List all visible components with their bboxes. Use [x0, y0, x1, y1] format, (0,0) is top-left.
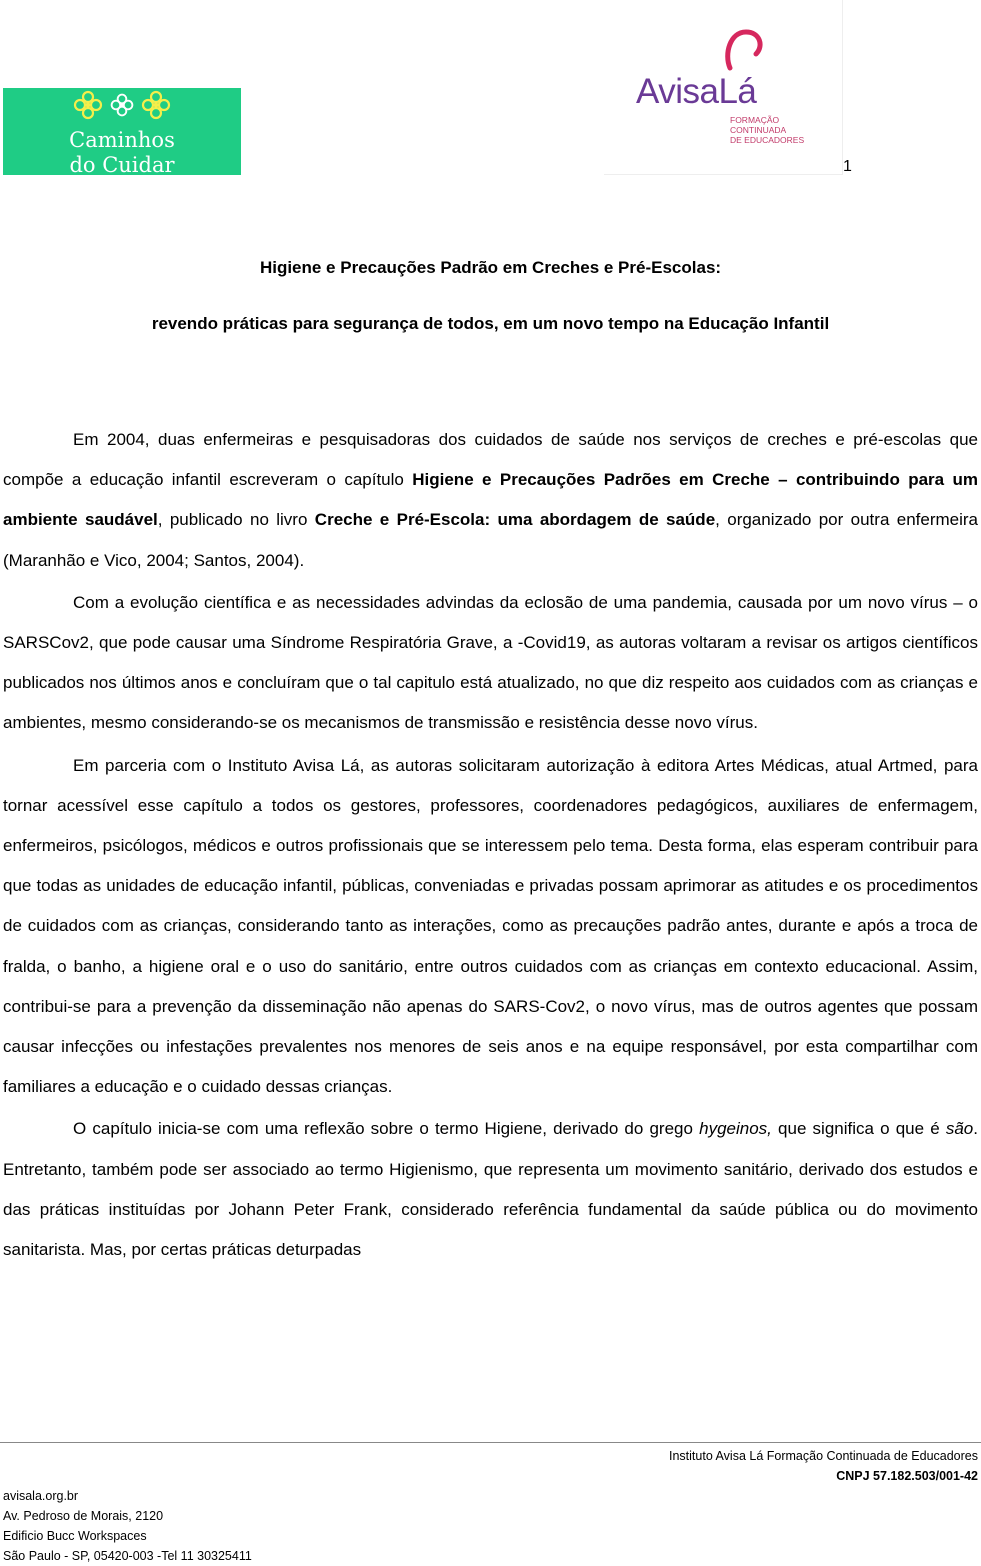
document-body: [3, 420, 978, 1270]
page-number: 1: [843, 158, 852, 175]
footer-address: Edificio Bucc Workspaces: [3, 1529, 147, 1543]
tagline-line: FORMAÇÃO: [730, 115, 780, 125]
document-subtitle: revendo práticas para segurança de todos, em um novo tempo na Educação Infantil: [151, 314, 830, 333]
caminhos-do-cuidar-logo: [3, 88, 241, 175]
text-run: que significa o que é: [771, 1119, 946, 1139]
avisala-arc-icon: [722, 26, 768, 78]
chapter-title: Higiene e Precauções Padrões em Creche – contribuindo para um ambiente saudável: [3, 470, 978, 530]
tagline-line: DE EDUCADORES: [730, 135, 805, 145]
document-title: Higiene e Precauções Padrão em Creches e Pré-Escolas:: [259, 258, 722, 277]
text-run: O capítulo inicia-se com uma reflexão sobre o termo Higiene, derivado do grego: [73, 1119, 700, 1139]
footer-cnpj: CNPJ 57.182.503/001-42: [836, 1469, 978, 1483]
avisala-tagline: [730, 115, 804, 145]
flowers-group: [3, 90, 241, 124]
text-run: , organizado por outra enfermeira (Maranhão e Vico, 2004; Santos, 2004).: [3, 510, 979, 570]
paragraph: Em parceria com o Instituto Avisa Lá, as autoras solicitaram autorização à editora Artes Médicas, atual Artmed, para tornar acessível esse capítulo a todos os gestores, professores, coordenadores pedagógicos, auxiliares de enfermagem, enfermeiros, psicólogos, médicos e outros profissionais que se interessem pelo tema. Desta forma, elas esperam contribuir para que todas as unidades de educação infantil, públicas, conveniadas e privadas possam aprimorar as atitudes e os procedimentos de cuidados com as crianças, considerando tanto as interações, como as precauções padrão antes, durante e após a troca de fralda, o banho, a higiene oral e o uso do sanitário, entre outros cuidados com as crianças em contexto educacional. Assim, contribui-se para a prevenção da disseminação não apenas do SARS-Cov2, o novo vírus, mas de outros agentes que possam causar infecções ou infestações prevalentes nos menores de seis anos e na equipe responsável, por esta compartilhar com familiares a educação e o cuidado dessas crianças.: [3, 755, 978, 1097]
avisala-logo: [604, 0, 843, 175]
tagline-line: CONTINUADA: [730, 125, 787, 135]
logo-text-line1: Caminhos: [69, 128, 175, 152]
footer-org-block: [669, 1446, 978, 1486]
text-run: Em 2004, duas enfermeiras e pesquisadoras dos cuidados de saúde nos serviços de creches e pré-escolas que compõe a educação infantil escreveram o capítulo: [3, 430, 978, 490]
paragraph: [3, 1109, 978, 1270]
text-run: , publicado no livro: [157, 510, 315, 530]
flower-icon: [109, 90, 135, 120]
italic-term: hygeinos,: [699, 1119, 772, 1139]
paragraph: [3, 420, 978, 581]
text-run: . Entretanto, também pode ser associado ao termo Higienismo, que representa um movimento sanitário, derivado dos estudos e das práticas instituídas por Johann Peter Frank, considerado referência fundamental da saúde pública ou do movimento sanitarista. Mas, por certas práticas deturpadas: [3, 1119, 978, 1260]
paragraph: Com a evolução científica e as necessidades advindas da eclosão de uma pandemia, causada por um novo vírus – o SARSCov2, que pode causar uma Síndrome Respiratória Grave, a -Covid19, as autoras voltaram a revisar os artigos científicos publicados nos últimos anos e concluíram que o tal capitulo está atualizado, no que diz respeito aos cuidados com as crianças e ambientes, mesmo considerando-se os mecanismos de transmissão e resistência desse novo vírus.: [3, 592, 978, 733]
footer-divider: [0, 1442, 981, 1443]
flower-icon: [141, 90, 171, 120]
footer-org: Instituto Avisa Lá Formação Continuada de Educadores: [669, 1449, 978, 1463]
footer-site[interactable]: avisala.org.br: [3, 1489, 79, 1503]
flower-icon: [73, 90, 103, 120]
italic-term: são: [945, 1119, 974, 1139]
footer-address: São Paulo - SP, 05420-003 -Tel 11 30325411: [3, 1549, 252, 1563]
book-title: Creche e Pré-Escola: uma abordagem de saúde: [314, 510, 716, 530]
logo-text-line2: do Cuidar: [69, 153, 175, 175]
avisala-name: AvisaLá: [636, 72, 757, 111]
footer-address: Av. Pedroso de Morais, 2120: [3, 1509, 164, 1523]
footer-address-block: [3, 1486, 252, 1566]
